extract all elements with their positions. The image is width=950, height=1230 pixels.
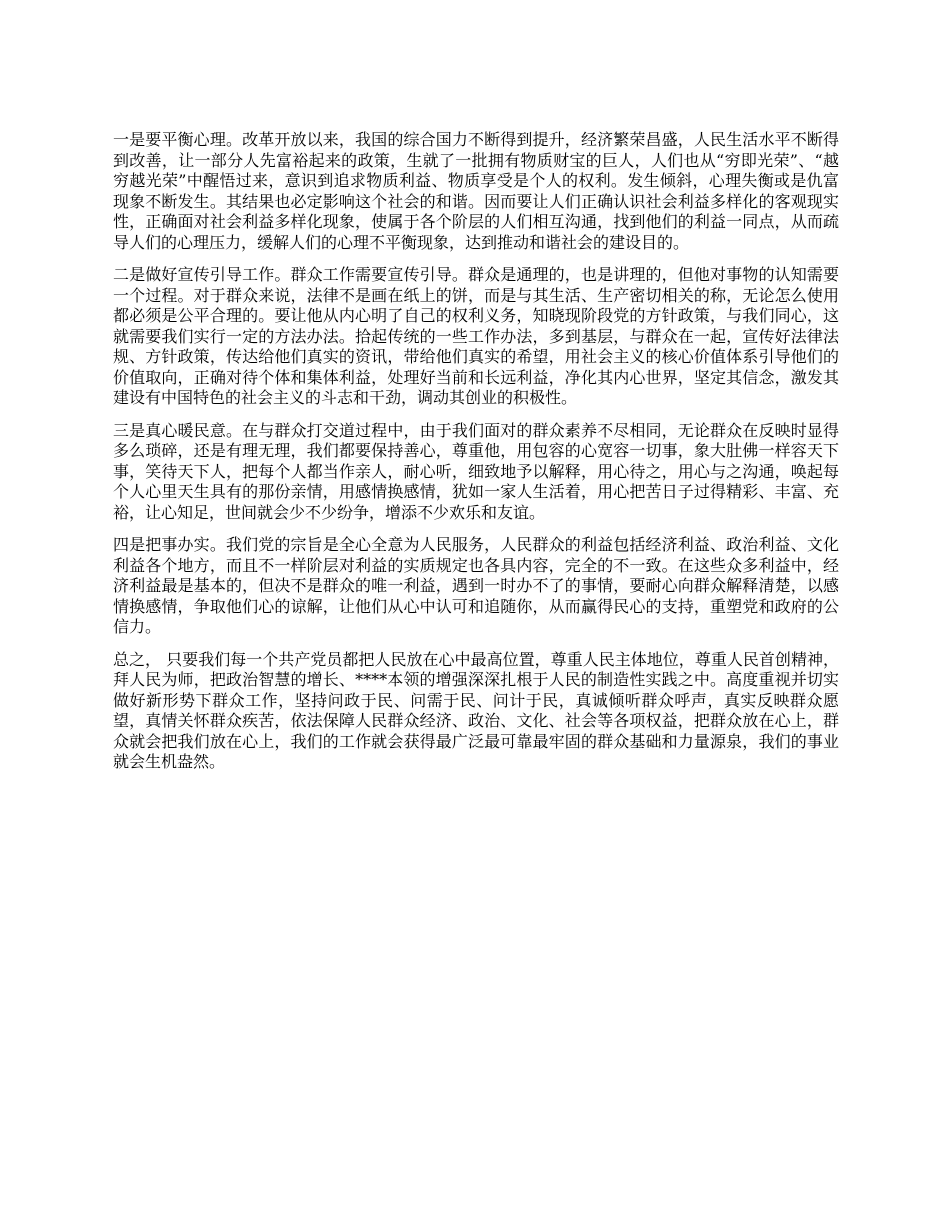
paragraph-warm-hearts: 三是真心暖民意。在与群众打交道过程中，由于我们面对的群众素养不尽相同，无论群众在反映时显得多么琐碎，还是有理无理，我们都要保持善心，尊重他，用包容的心宽容一切事，象大肚佛一样容天下事，笑待天下人，把每个人都当作亲人，耐心听，细致地予以解释，用心待之，用心与之沟通，唤起每个人心里天生具有的那份亲情，用感情换感情，犹如一家人生活着，用心把苦日子过得精彩、丰富、充裕，让心知足，世间就会少不少纷争，增添不少欢乐和友谊。 [113, 420, 839, 522]
paragraph-publicity-guidance: 二是做好宣传引导工作。群众工作需要宣传引导。群众是通理的，也是讲理的，但他对事物的认知需要一个过程。对于群众来说，法律不是画在纸上的饼，而是与其生活、生产密切相关的称，无论怎么使用都必须是公平合理的。要让他从内心明了自己的权利义务，知晓现阶段党的方针政策，与我们同心，这就需要我们实行一定的方法办法。拾起传统的一些工作办法，多到基层，与群众在一起，宣传好法律法规、方针政策，传达给他们真实的资讯，带给他们真实的希望，用社会主义的核心价值体系引导他们的价值取向，正确对待个体和集体利益，处理好当前和长远利益，净化其内心世界，坚定其信念，激发其建设有中国特色的社会主义的斗志和干劲，调动其创业的积极性。 [113, 265, 839, 407]
paragraph-balance-mind: 一是要平衡心理。改革开放以来，我国的综合国力不断得到提升，经济繁荣昌盛，人民生活水平不断得到改善，让一部分人先富裕起来的政策，生就了一批拥有物质财宝的巨人，人们也从“穷即光荣”、“越穷越光荣”中醒悟过来，意识到追求物质利益、物质享受是个人的权利。发生倾斜，心理失衡或是仇富现象不断发生。其结果也必定影响这个社会的和谐。因而要让人们正确认识社会利益多样化的客观现实性，正确面对社会利益多样化现象，使属于各个阶层的人们相互沟通，找到他们的利益一同点，从而疏导人们的心理压力，缓解人们的心理不平衡现象，达到推动和谐社会的建设目的。 [113, 130, 839, 252]
document-page [113, 130, 839, 785]
paragraph-conclusion: 总之， 只要我们每一个共产党员都把人民放在心中最高位置，尊重人民主体地位，尊重人民首创精神，拜人民为师，把政治智慧的增长、****本领的增强深深扎根于人民的制造性实践之中。高度重视并切实做好新形势下群众工作，坚持问政于民、问需于民、问计于民，真诚倾听群众呼声，真实反映群众愿望，真情关怀群众疾苦，依法保障人民群众经济、政治、文化、社会等各项权益，把群众放在心上，群众就会把我们放在心上，我们的工作就会获得最广泛最可靠最牢固的群众基础和力量源泉，我们的事业就会生机盎然。 [113, 649, 839, 771]
paragraph-do-things-well: 四是把事办实。我们党的宗旨是全心全意为人民服务，人民群众的利益包括经济利益、政治利益、文化利益各个地方，而且不一样阶层对利益的实质规定也各具内容，完全的不一致。在这些众多利益中，经济利益最是基本的，但决不是群众的唯一利益，遇到一时办不了的事情，要耐心向群众解释清楚，以感情换感情，争取他们心的谅解，让他们从心中认可和追随你，从而赢得民心的支持，重塑党和政府的公信力。 [113, 535, 839, 636]
